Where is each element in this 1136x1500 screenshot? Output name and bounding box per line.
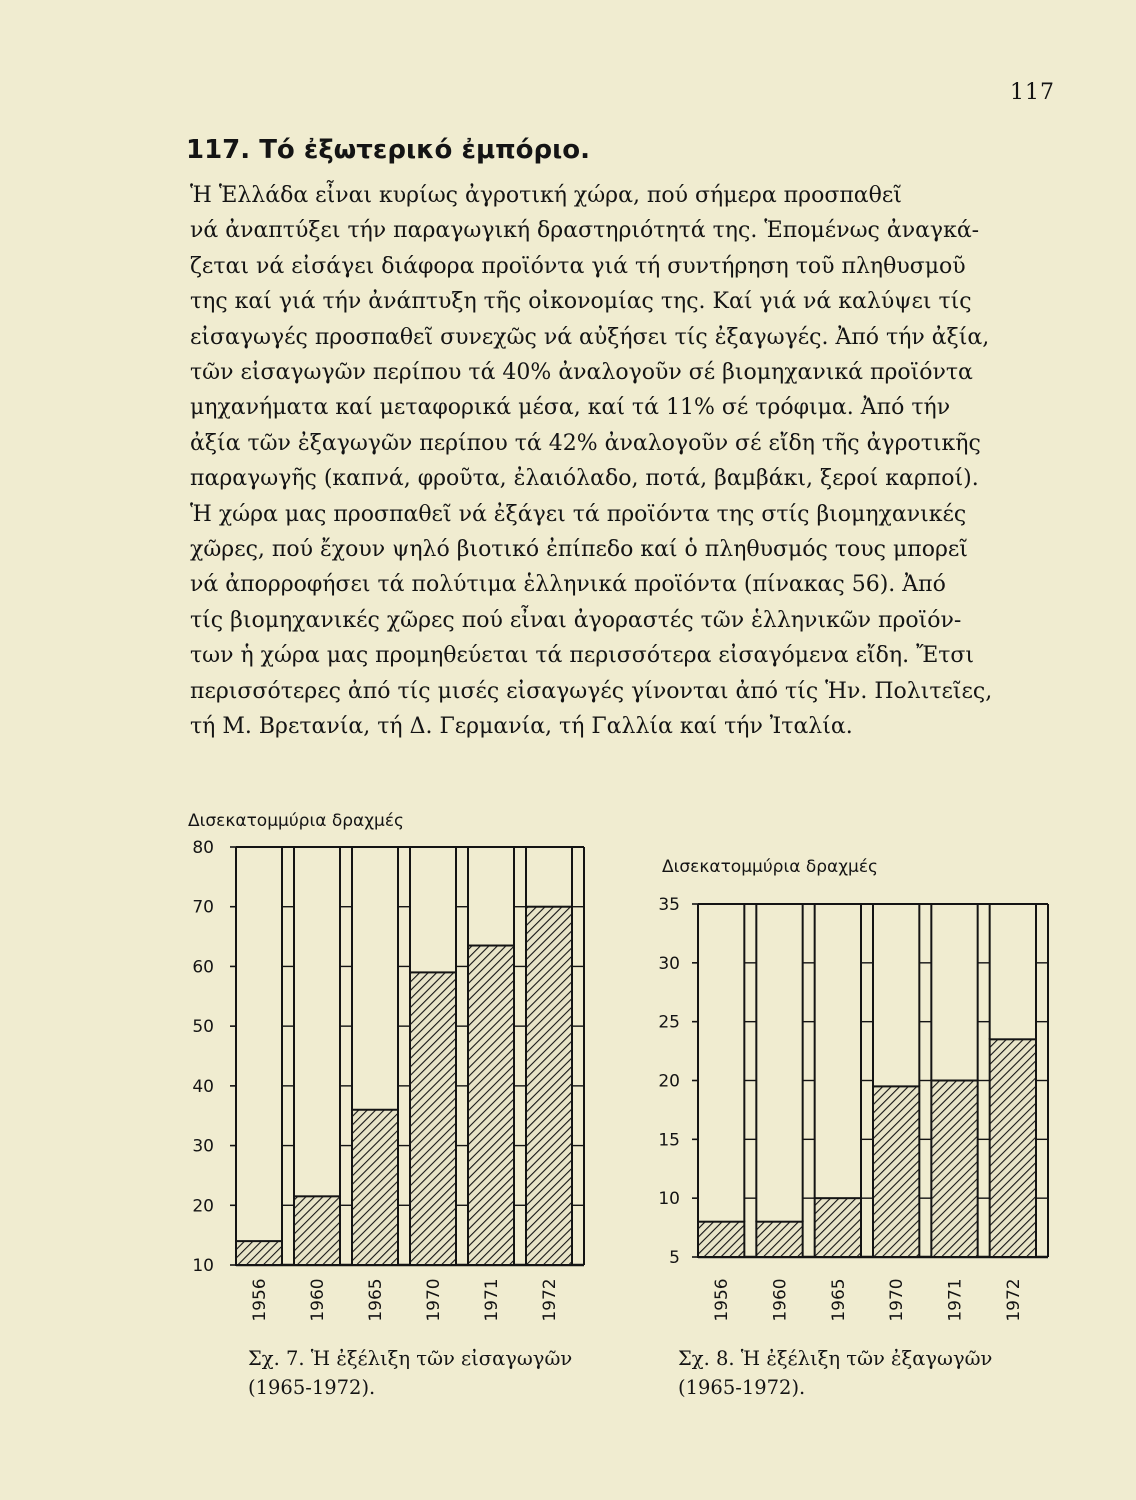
y-tick-label: 70: [192, 897, 214, 918]
x-tick-label: 1960: [770, 1278, 791, 1322]
paragraph-line: νά ἀναπτύξει τήν παραγωγική δραστηριότητά της. Ἑπομένως ἀναγκά-: [190, 218, 980, 244]
paragraph-line: νά ἀπορροφήσει τά πολύτιμα ἑλληνικά προϊόντα (πίνακας 56). Ἀπό: [190, 572, 946, 598]
bar: [294, 1196, 340, 1265]
bar: [468, 946, 514, 1265]
paragraph-line: Ἡ χώρα μας προσπαθεῖ νά ἐξάγει τά προϊόντα της στίς βιομηχανικές: [190, 501, 967, 527]
y-tick-label: 20: [658, 1071, 680, 1092]
x-tick-label: 1956: [250, 1278, 270, 1322]
y-tick-label: 40: [192, 1076, 214, 1097]
paragraph-line: τή Μ. Βρετανία, τή Δ. Γερμανία, τή Γαλλία καί τήν Ἰταλία.: [190, 714, 853, 740]
y-axis-title: Δισεκατομμύρια δραχμές: [188, 811, 405, 831]
paragraph-line: της καί γιά τήν ἀνάπτυξη τῆς οἰκονομίας της. Καί γιά νά καλύψει τίς: [190, 289, 972, 315]
x-tick-label: 1972: [540, 1278, 560, 1322]
section-heading: 117. Τό ἐξωτερικό ἐμπόριο.: [186, 135, 590, 165]
y-tick-label: 35: [658, 895, 680, 915]
x-tick-label: 1970: [887, 1278, 908, 1322]
bar: [873, 1086, 919, 1257]
y-axis-title: Δισεκατομμύρια δραχμές: [662, 857, 879, 877]
paragraph-line: εἰσαγωγές προσπαθεῖ συνεχῶς νά αὐξήσει τίς ἐξαγωγές. Ἀπό τήν ἀξία,: [190, 324, 990, 350]
paragraph-line: τίς βιομηχανικές χῶρες πού εἶναι ἀγοραστές τῶν ἑλληνικῶν προϊόν-: [190, 607, 962, 633]
bar: [931, 1081, 977, 1258]
paragraph-line: των ἡ χώρα μας προμηθεύεται τά περισσότερα εἰσαγόμενα εἴδη. Ἔτσι: [190, 643, 975, 669]
y-tick-label: 80: [192, 838, 214, 858]
y-tick-label: 10: [192, 1256, 214, 1276]
y-tick-label: 30: [658, 953, 680, 974]
bar: [756, 1222, 802, 1257]
paragraph-line: χῶρες, πού ἔχουν ψηλό βιοτικό ἐπίπεδο καί ὁ πληθυσμός τους μπορεῖ: [190, 537, 968, 563]
x-tick-label: 1965: [828, 1278, 849, 1322]
paragraph-line: τῶν εἰσαγωγῶν περίπου τά 40% ἀναλογοῦν σέ βιομηχανικά προϊόντα: [190, 360, 973, 386]
page-number: 117: [1010, 80, 1055, 105]
y-tick-label: 25: [658, 1012, 680, 1033]
y-tick-label: 20: [192, 1196, 214, 1217]
paragraph-line: μηχανήματα καί μεταφορικά μέσα, καί τά 11% σέ τρόφιμα. Ἀπό τήν: [190, 395, 951, 421]
paragraph-line: παραγωγῆς (καπνά, φροῦτα, ἐλαιόλαδο, ποτά, βαμβάκι, ξεροί καρποί).: [190, 466, 979, 492]
figure-8-caption: Σχ. 8. Ἡ ἐξέλιξη τῶν ἐξαγωγῶν (1965-1972).: [678, 1347, 993, 1399]
paragraph-line: ζεται νά εἰσάγει διάφορα προϊόντα γιά τή συντήρηση τοῦ πληθυσμοῦ: [190, 253, 966, 279]
x-tick-label: 1971: [945, 1278, 966, 1322]
bar: [410, 972, 456, 1265]
x-tick-label: 1965: [366, 1278, 386, 1322]
y-tick-label: 30: [192, 1136, 214, 1157]
bar: [352, 1110, 398, 1265]
x-tick-label: 1972: [1003, 1278, 1024, 1322]
bar: [526, 907, 572, 1265]
y-tick-label: 60: [192, 957, 214, 978]
y-tick-label: 15: [658, 1130, 680, 1151]
exports-chart: [658, 857, 1048, 1322]
figure-7-caption: Σχ. 7. Ἡ ἐξέλιξη τῶν εἰσαγωγῶν (1965-1972).: [248, 1347, 573, 1399]
bar: [990, 1039, 1036, 1257]
y-tick-label: 10: [658, 1189, 680, 1210]
paragraph-line: ἀξία τῶν ἐξαγωγῶν περίπου τά 42% ἀναλογοῦν σέ εἴδη τῆς ἀγροτικῆς: [190, 430, 981, 456]
bar: [698, 1222, 744, 1257]
x-tick-label: 1956: [712, 1278, 733, 1322]
x-tick-label: 1970: [424, 1278, 444, 1322]
paragraph-line: περισσότερες ἀπό τίς μισές εἰσαγωγές γίνονται ἀπό τίς Ἡν. Πολιτεῖες,: [190, 678, 993, 704]
y-tick-label: 50: [192, 1017, 214, 1038]
x-tick-label: 1971: [482, 1278, 502, 1322]
x-tick-label: 1960: [308, 1278, 328, 1322]
y-tick-label: 5: [669, 1248, 680, 1268]
bar: [236, 1241, 282, 1265]
bar: [815, 1198, 861, 1257]
imports-chart: [188, 811, 584, 1322]
paragraph-line: Ἡ Ἑλλάδα εἶναι κυρίως ἀγροτική χώρα, πού σήμερα προσπαθεῖ: [190, 183, 902, 208]
